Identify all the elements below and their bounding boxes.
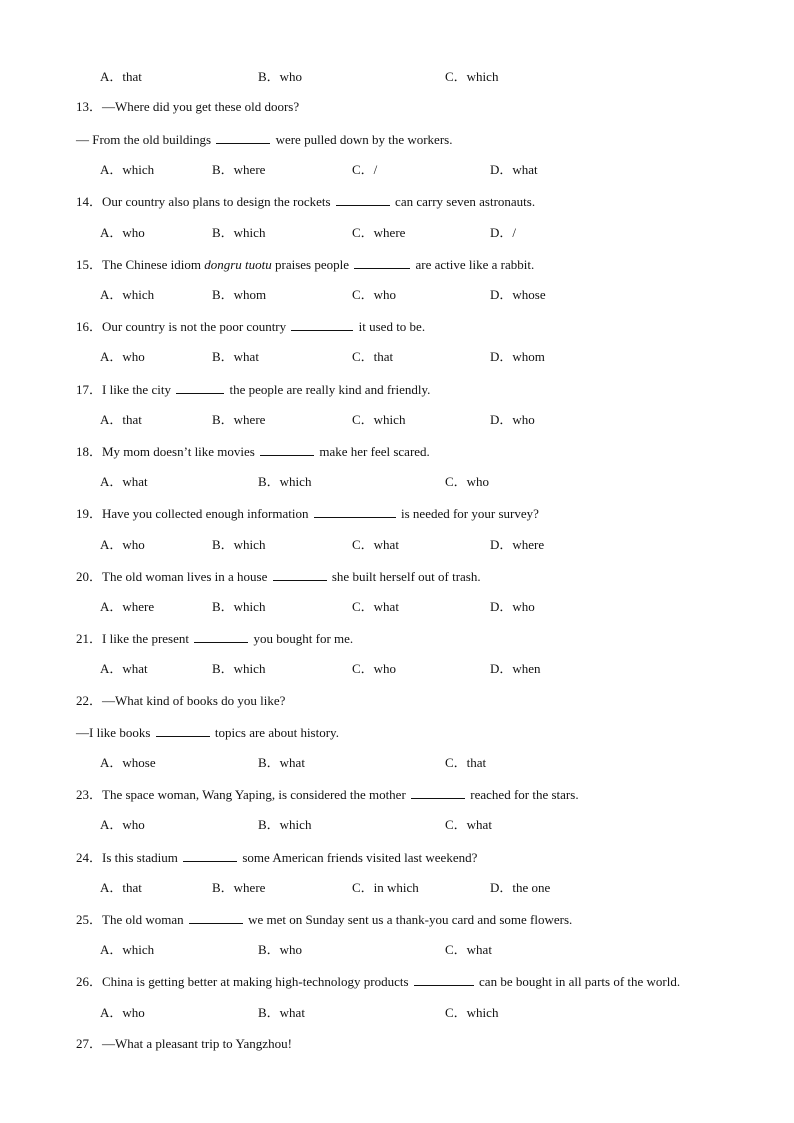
text: are active like a rabbit. bbox=[412, 257, 535, 272]
q17-stem bbox=[76, 381, 430, 398]
option-c: C．in which bbox=[352, 880, 419, 895]
option-b: B．which bbox=[212, 661, 266, 676]
option-b: B．who bbox=[258, 942, 303, 957]
option-a: A．which bbox=[100, 162, 155, 177]
option-a: A．who bbox=[100, 1005, 145, 1020]
text: 18．My mom doesn’t like movies bbox=[76, 444, 259, 459]
option-d: D．the one bbox=[490, 880, 551, 895]
text: —I like books bbox=[76, 725, 154, 740]
q23-stem bbox=[76, 786, 579, 803]
q15-stem bbox=[76, 256, 534, 273]
option-a: A．that bbox=[100, 412, 142, 427]
text: can be bought in all parts of the world. bbox=[475, 974, 681, 989]
option-a: A．whose bbox=[100, 755, 156, 770]
text: 21．I like the present bbox=[76, 631, 193, 646]
option-b: B．which bbox=[212, 599, 266, 614]
answer-blank bbox=[216, 131, 270, 144]
option-b: B．which bbox=[258, 817, 312, 832]
answer-blank bbox=[414, 973, 474, 986]
text: it used to be. bbox=[355, 319, 426, 334]
answer-blank bbox=[189, 911, 243, 924]
option-c: C．what bbox=[352, 537, 399, 552]
text: — From the old buildings bbox=[76, 132, 215, 147]
text: make her feel scared. bbox=[316, 444, 430, 459]
option-d: D．whose bbox=[490, 287, 546, 302]
option-b: B．which bbox=[212, 537, 266, 552]
option-d: D．whom bbox=[490, 349, 545, 364]
option-c: C．/ bbox=[352, 162, 378, 177]
answer-blank bbox=[411, 786, 465, 799]
option-b: B．whom bbox=[212, 287, 267, 302]
option-b: B．what bbox=[212, 349, 259, 364]
q21-stem bbox=[76, 630, 353, 647]
text: 25．The old woman bbox=[76, 912, 187, 927]
q22-stem: 22．—What kind of books do you like? bbox=[76, 693, 286, 708]
text: 19．Have you collected enough information bbox=[76, 506, 312, 521]
text: 16．Our country is not the poor country bbox=[76, 319, 290, 334]
answer-blank bbox=[291, 318, 353, 331]
text: some American friends visited last weekend? bbox=[239, 850, 478, 865]
option-c: C．what bbox=[352, 599, 399, 614]
q13-stem: 13．—Where did you get these old doors? bbox=[76, 99, 300, 114]
option-a: A．where bbox=[100, 599, 155, 614]
option-b: B．what bbox=[258, 755, 305, 770]
option-c: C．which bbox=[445, 1005, 499, 1020]
q18-stem bbox=[76, 443, 430, 460]
option-c: C．that bbox=[352, 349, 394, 364]
answer-blank bbox=[354, 256, 410, 269]
answer-blank bbox=[260, 443, 314, 456]
option-d: D．who bbox=[490, 412, 535, 427]
option-b: B．where bbox=[212, 880, 266, 895]
q25-stem bbox=[76, 911, 572, 928]
text: 17．I like the city bbox=[76, 382, 175, 397]
q22-answer-line bbox=[76, 724, 339, 741]
option-c: C．who bbox=[445, 474, 490, 489]
option-a: A．who bbox=[100, 537, 145, 552]
option-b: B．what bbox=[258, 1005, 305, 1020]
answer-blank bbox=[273, 568, 327, 581]
option-a: A．what bbox=[100, 474, 148, 489]
text: 20．The old woman lives in a house bbox=[76, 569, 271, 584]
answer-blank bbox=[314, 505, 396, 518]
option-d: D．who bbox=[490, 599, 535, 614]
text: is needed for your survey? bbox=[397, 506, 539, 521]
q20-stem bbox=[76, 568, 481, 585]
option-d: D．where bbox=[490, 537, 545, 552]
option-d: D．/ bbox=[490, 225, 517, 240]
option-c: C．which bbox=[445, 69, 499, 84]
option-c: C．what bbox=[445, 817, 492, 832]
text: we met on Sunday sent us a thank-you card and some flowers. bbox=[244, 912, 573, 927]
idiom-text: dongru tuotu bbox=[204, 257, 272, 272]
option-c: C．that bbox=[445, 755, 487, 770]
option-a: A．who bbox=[100, 225, 145, 240]
text: 26．China is getting better at making high-technology products bbox=[76, 974, 412, 989]
text: 24．Is this stadium bbox=[76, 850, 182, 865]
option-c: C．what bbox=[445, 942, 492, 957]
q16-stem bbox=[76, 318, 425, 335]
option-b: B．who bbox=[258, 69, 303, 84]
option-d: D．what bbox=[490, 162, 538, 177]
option-b: B．where bbox=[212, 412, 266, 427]
text: she built herself out of trash. bbox=[328, 569, 481, 584]
answer-blank bbox=[176, 381, 224, 394]
text: 15．The Chinese idiom bbox=[76, 257, 205, 272]
text: were pulled down by the workers. bbox=[272, 132, 453, 147]
text: topics are about history. bbox=[211, 725, 339, 740]
option-a: A．which bbox=[100, 942, 155, 957]
text: can carry seven astronauts. bbox=[391, 194, 536, 209]
q13-answer-line bbox=[76, 131, 452, 148]
option-c: C．who bbox=[352, 661, 397, 676]
text: the people are really kind and friendly. bbox=[226, 382, 431, 397]
text: you bought for me. bbox=[250, 631, 354, 646]
option-b: B．which bbox=[212, 225, 266, 240]
q14-stem bbox=[76, 193, 535, 210]
text: reached for the stars. bbox=[467, 787, 579, 802]
option-c: C．which bbox=[352, 412, 406, 427]
q26-stem bbox=[76, 973, 680, 990]
q24-stem bbox=[76, 849, 477, 866]
option-a: A．that bbox=[100, 69, 142, 84]
option-a: A．that bbox=[100, 880, 142, 895]
answer-blank bbox=[336, 193, 390, 206]
option-d: D．when bbox=[490, 661, 541, 676]
answer-blank bbox=[194, 630, 248, 643]
answer-blank bbox=[183, 849, 237, 862]
text: 23．The space woman, Wang Yaping, is considered the mother bbox=[76, 787, 410, 802]
q19-stem bbox=[76, 505, 539, 522]
option-c: C．where bbox=[352, 225, 406, 240]
text: 14．Our country also plans to design the rockets bbox=[76, 194, 334, 209]
option-b: B．where bbox=[212, 162, 266, 177]
option-c: C．who bbox=[352, 287, 397, 302]
q27-stem: 27．—What a pleasant trip to Yangzhou! bbox=[76, 1036, 292, 1051]
option-a: A．who bbox=[100, 817, 145, 832]
option-a: A．what bbox=[100, 661, 148, 676]
answer-blank bbox=[156, 724, 210, 737]
text: praises people bbox=[271, 257, 353, 272]
option-a: A．which bbox=[100, 287, 155, 302]
option-b: B．which bbox=[258, 474, 312, 489]
option-a: A．who bbox=[100, 349, 145, 364]
